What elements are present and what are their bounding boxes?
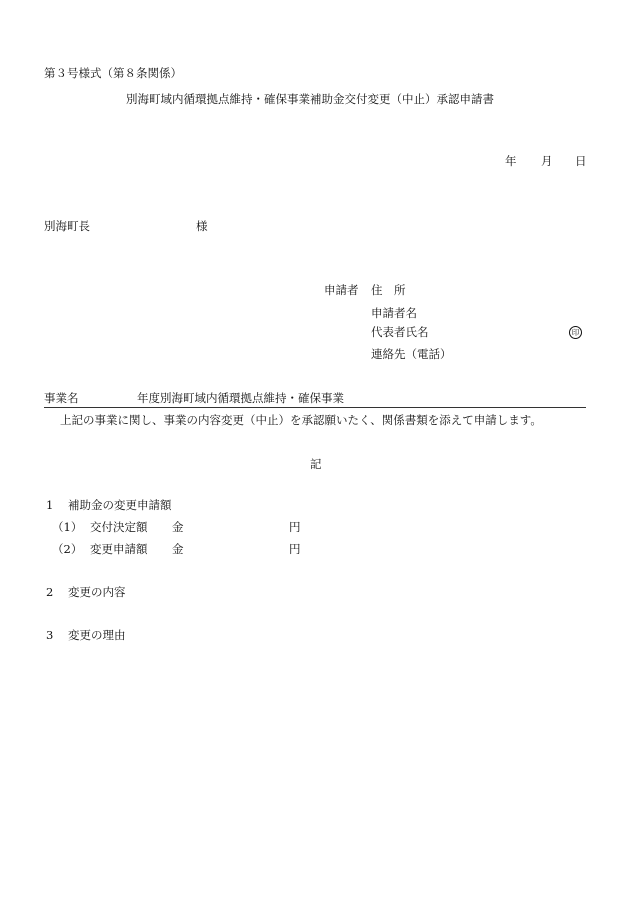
body-text: 上記の事業に関し、事業の内容変更（中止）を承認願いたく、関係書類を添えて申請します。	[60, 413, 542, 427]
item-label: 交付決定額	[90, 520, 148, 534]
project-underline	[44, 407, 586, 408]
seal-mark: 印	[569, 326, 582, 339]
item-label: 変更申請額	[90, 542, 148, 556]
applicant-label: 申請者	[324, 283, 359, 297]
item-number: （1）	[52, 520, 83, 534]
document-title: 別海町域内循環拠点維持・確保事業補助金交付変更（中止）承認申請書	[126, 92, 494, 106]
addressee-honorific: 様	[196, 219, 208, 233]
section-2-title: 変更の内容	[68, 585, 126, 599]
applicant-name-label: 申請者名	[371, 306, 417, 320]
section-3-title: 変更の理由	[68, 628, 126, 642]
project-name: 年度別海町域内循環拠点維持・確保事業	[137, 391, 344, 405]
item-number: （2）	[52, 542, 83, 556]
section-2-number: 2	[46, 585, 54, 599]
date-day: 日	[575, 154, 587, 168]
item-unit: 円	[289, 520, 301, 534]
date-year: 年	[505, 154, 517, 168]
representative-label: 代表者氏名	[371, 325, 429, 339]
date-month: 月	[541, 154, 553, 168]
item-prefix: 金	[172, 542, 184, 556]
section-1-title: 補助金の変更申請額	[68, 498, 172, 512]
section-1-number: 1	[46, 498, 54, 512]
item-unit: 円	[289, 542, 301, 556]
address-label: 住 所	[371, 283, 406, 297]
item-prefix: 金	[172, 520, 184, 534]
contact-label: 連絡先（電話）	[371, 347, 452, 361]
project-label: 事業名	[44, 391, 79, 405]
form-number: 第３号様式（第８条関係）	[44, 66, 182, 80]
addressee-name: 別海町長	[44, 219, 90, 233]
ki-heading: 記	[310, 457, 322, 471]
section-3-number: 3	[46, 628, 54, 642]
